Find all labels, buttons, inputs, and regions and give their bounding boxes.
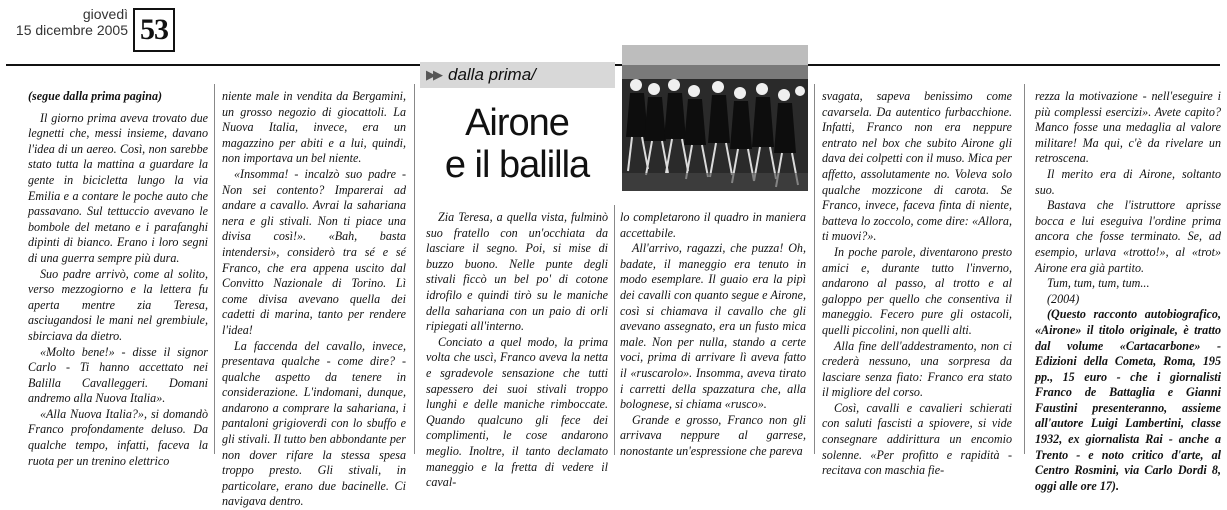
paragraph: «Molto bene!» - disse il signor Carlo - Ti hanno accettato nei Balilla Cavalleggeri. Domani andremo alla Nuova Italia». <box>28 345 208 407</box>
column-divider <box>814 84 815 454</box>
headline-line: e il balilla <box>428 144 606 186</box>
issue-date: 15 dicembre 2005 <box>10 22 128 38</box>
paragraph: Il giorno prima aveva trovato due legnetti che, messi insieme, davano l'idea di un aereo. Così, non sarebbe stato tutta la mattina a guardare la gente in bicicletta lungo la via Emilia e a contare le poche auto che passavano. Sul tettuccio avevano le bombole del metano e i parafanghi dipinti di bianco. Erano i loro segni di una guerra sempre più dura. <box>28 111 208 267</box>
column-5 <box>822 89 1012 479</box>
column-6 <box>1035 89 1221 494</box>
paragraph: Il merito era di Airone, soltanto suo. <box>1035 167 1221 198</box>
paragraph: Conciato a quel modo, la prima volta che uscì, Franco aveva la netta e sgradevole sensazione che tutti sapessero dei suoi stivali troppo lunghi e delle maniche rimboccate. Quando qualcuno gli fece dei complimenti, le cose andarono meglio. Inoltre, il tanto declamato maneggio e la fretta di vedere il caval- <box>426 335 608 491</box>
paragraph: rezza la motivazione - nell'eseguire i più complessi esercizi». Avete capito? Manco fosse una medaglia al valore militare! Ma qui, c'è da rivelare un retroscena. <box>1035 89 1221 167</box>
weekday: giovedì <box>10 6 128 22</box>
paragraph: Grande e grosso, Franco non gli arrivava neppure al garrese, nonostante un'espressione che pareva <box>620 413 806 460</box>
paragraph: Zia Teresa, a quella vista, fulminò suo fratello con un'occhiata da lasciare il segno. Poi, si mise di buzzo buono. Nelle punte degli stivali ficcò un bel po' di cotone idrofilo e quindi tirò su le maniche della sahariana con un paio di orli ripiegati all'interno. <box>426 210 608 335</box>
paragraph: niente male in vendita da Bergamini, un grosso negozio di giocattoli. La Nuova Italia, invece, era un magazzino per abiti e a lui, quindi, non importava un bel niente. <box>222 89 406 167</box>
column-4 <box>620 210 806 460</box>
paragraph: (2004) <box>1035 292 1221 308</box>
paragraph: La faccenda del cavallo, invece, presentava qualche - come dire? - qualche aspetto da tenere in considerazione. L'indomani, dunque, andarono a comprare la sahariana, i pantaloni grigioverdi con lo sbuffo e gli stivali. Il tutto ben abbondante per non dover rifare la stessa spesa troppo presto. Gli stivali, in particolare, erano due bacinelle. Ci navigava dentro. <box>222 339 406 510</box>
paragraph: All'arrivo, ragazzi, che puzza! Oh, badate, il maneggio era tenuto in modo esemplare. Il guaio era la pipì dei cavalli con quanto segue e Airone, così si chiamava il cavallo che gli avevano assegnato, era un fusto mica male. Non per nulla, stando a certe voci, prima di arrivare lì aveva fatto il «ruscarolo». Insomma, aveva tirato i carretti della spazzatura che, alla bolognese, si chiama «rusco». <box>620 241 806 413</box>
book-note: (Questo racconto autobiografico, «Airone» il titolo originale, è tratto dal volume «Cartacarbone» - Edizioni della Cometa, Roma, 195 pp., 15 euro - che i giornalisti Franco de Battaglia e Gianni Faustini presenteranno, assieme all'autore Luigi Lambertini, classe 1932, ex giornalista Rai - anche a Trento - e noto critico d'arte, al Centro Rosmini, via Carlo Dordi 8, oggi alle ore 17). <box>1035 307 1221 494</box>
column-divider <box>1024 84 1025 454</box>
page-number: 53 <box>133 8 175 52</box>
paragraph: lo completarono il quadro in maniera accettabile. <box>620 210 806 241</box>
column-divider <box>614 205 615 455</box>
date-block <box>10 6 128 38</box>
paragraph: «Alla Nuova Italia?», si domandò Franco profondamente deluso. Da qualche tempo, infatti, faceva la ruota per un trenino elettrico <box>28 407 208 469</box>
paragraph: Tum, tum, tum, tum... <box>1035 276 1221 292</box>
paragraph: Bastava che l'istruttore aprisse bocca e lui eseguiva l'ordine prima ancora che fosse terminato. Se, ad esempio, urlava «trotto!», al «trot» Airone era già partito. <box>1035 198 1221 276</box>
paragraph: Suo padre arrivò, come al solito, verso mezzogiorno e la lettera fu aperta mentre zia Teresa, asciugandosi le mani nel grembiule, sbirciava da dietro. <box>28 267 208 345</box>
column-divider <box>414 84 415 454</box>
paragraph: In poche parole, diventarono presto amici e, durante tutto l'inverno, andarono al passo, al trotto e al galoppo per quello che consentiva il maneggio. Fecero pure gli ostacoli, quelli piccolini, non quelli alti. <box>822 245 1012 339</box>
column-divider <box>214 84 215 454</box>
column-2 <box>222 89 406 510</box>
paragraph: Alla fine dell'addestramento, non ci crederà nessuno, una sorpresa da lasciare senza fiato: Franco era stato il migliore del corso. <box>822 339 1012 401</box>
paragraph: svagata, sapeva benissimo come cavarsela. Da autentico furbacchione. Infatti, Franco non era neppure entrato nel box che subito Airone gli dava dei colpetti con il muso. Mica per affetto, assolutamente no. Voleva solo qualche mozzicone di carota. Se Franco, invece, faceva finta di niente, batteva lo zoccolo, come dire: «Allora, ti muovi?». <box>822 89 1012 245</box>
kicker-bar <box>420 62 615 88</box>
column-3 <box>426 210 608 491</box>
continued-note: (segue dalla prima pagina) <box>28 89 208 105</box>
paragraph: Così, cavalli e cavalieri schierati con saluti fascisti a spiovere, si vide consegnare addirittura un encomio solenne. «Per profitto e rapidità - recitava con maschia fie- <box>822 401 1012 479</box>
double-arrow-icon: ▶▶ <box>426 68 440 83</box>
paragraph: «Insomma! - incalzò suo padre - Non sei contento? Imparerai ad andare a cavallo. Avrai la sahariana nera e gli stivali. Non ti piace una divisa così!». «Bah, basta intendersi», considerò tra sé e sé Franco, che era appena uscito dal Convitto Nazionale di Torino. Lì come divisa avevano quella dei cadetti di marina, tanto per rendere l'idea! <box>222 167 406 339</box>
headline-line: Airone <box>428 102 606 144</box>
column-1 <box>28 89 208 469</box>
headline <box>428 102 606 186</box>
kicker-label: dalla prima/ <box>448 65 536 85</box>
marching-girls-photo <box>622 45 808 191</box>
